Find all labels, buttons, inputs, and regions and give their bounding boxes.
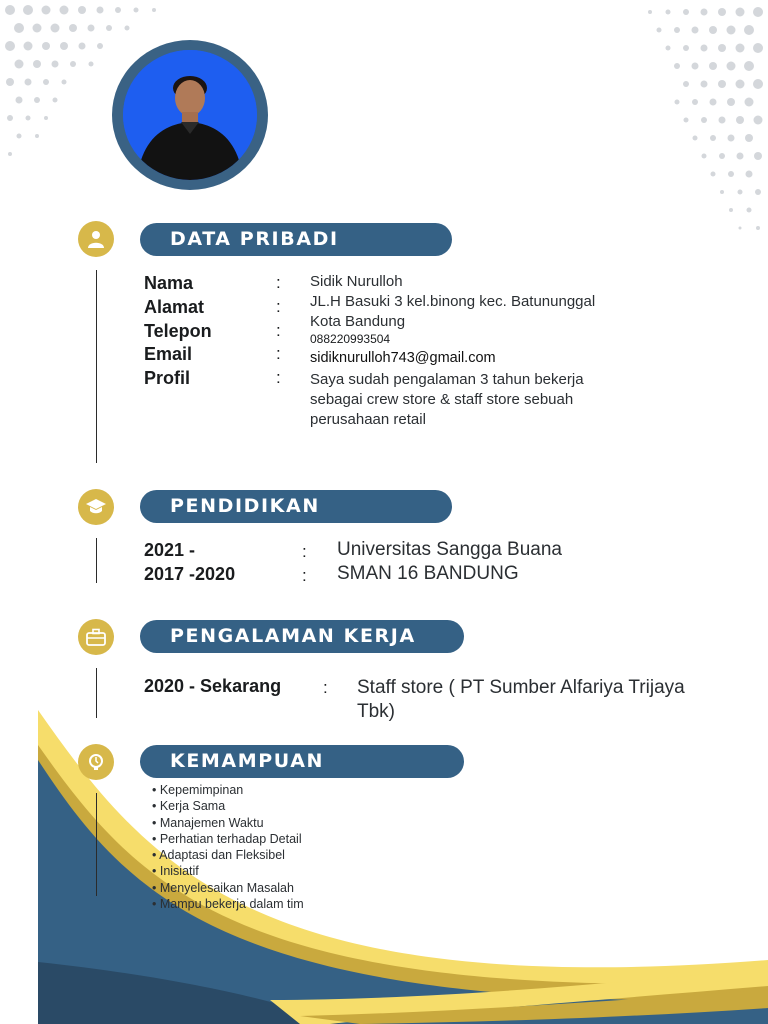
section-title-personal: DATA PRIBADI xyxy=(140,223,452,256)
colon: : xyxy=(323,678,328,697)
value-kota: Kota Bandung xyxy=(310,313,406,330)
colon: : xyxy=(302,542,307,561)
colon: : xyxy=(276,344,281,363)
timeline-line-skills xyxy=(96,793,97,896)
timeline-line-personal xyxy=(96,270,97,463)
section-title-education: PENDIDIKAN xyxy=(140,490,452,523)
list-item: • Kerja Sama xyxy=(152,799,226,814)
label-email: Email xyxy=(144,344,193,364)
list-item: • Manajemen Waktu xyxy=(152,815,264,830)
work-description: Staff store ( PT Sumber Alfariya Trijaya Tbk) xyxy=(357,677,685,722)
colon: : xyxy=(276,368,281,387)
colon: : xyxy=(276,297,281,316)
label-profil: Profil xyxy=(144,368,191,388)
timeline-line-work xyxy=(96,668,97,718)
label-nama: Nama xyxy=(144,273,194,293)
value-profil: Saya sudah pengalaman 3 tahun bekerja sebagai crew store & staff store sebuah perusahaan retail xyxy=(310,371,584,428)
profile-photo xyxy=(123,50,257,180)
list-item: • Perhatian terhadap Detail xyxy=(152,831,302,846)
list-item: • Inisiatif xyxy=(152,864,199,879)
graduation-cap-icon xyxy=(78,489,114,525)
section-title-work: PENGALAMAN KERJA xyxy=(140,620,464,653)
briefcase-icon xyxy=(78,619,114,655)
value-email: sidiknurulloh743@gmail.com xyxy=(310,350,496,366)
colon: : xyxy=(302,566,307,585)
colon: : xyxy=(276,321,281,340)
education-school-1: Universitas Sangga Buana xyxy=(337,539,562,560)
value-alamat: JL.H Basuki 3 kel.binong kec. Batununggal xyxy=(310,293,596,310)
colon: : xyxy=(276,273,281,292)
list-item: • Kepemimpinan xyxy=(152,783,244,797)
list-item: • Adaptasi dan Fleksibel xyxy=(152,848,285,863)
label-alamat: Alamat xyxy=(144,297,205,317)
label-telepon: Telepon xyxy=(144,321,212,341)
value-nama: Sidik Nurulloh xyxy=(310,273,403,290)
lightbulb-icon xyxy=(78,744,114,780)
user-icon xyxy=(78,221,114,257)
education-years-2: 2017 -2020 xyxy=(144,564,236,584)
education-years-1: 2021 - xyxy=(144,540,196,560)
work-period: 2020 - Sekarang xyxy=(144,676,282,696)
list-item: • Mampu bekerja dalam tim xyxy=(152,897,304,912)
education-school-2: SMAN 16 BANDUNG xyxy=(337,563,519,584)
section-title-skills: KEMAMPUAN xyxy=(140,745,464,778)
list-item: • Menyelesaikan Masalah xyxy=(152,880,294,895)
timeline-line-education xyxy=(96,538,97,583)
value-telepon: 088220993504 xyxy=(310,332,391,346)
halftone-dots-top-right xyxy=(578,0,768,250)
skills-list xyxy=(152,782,304,912)
